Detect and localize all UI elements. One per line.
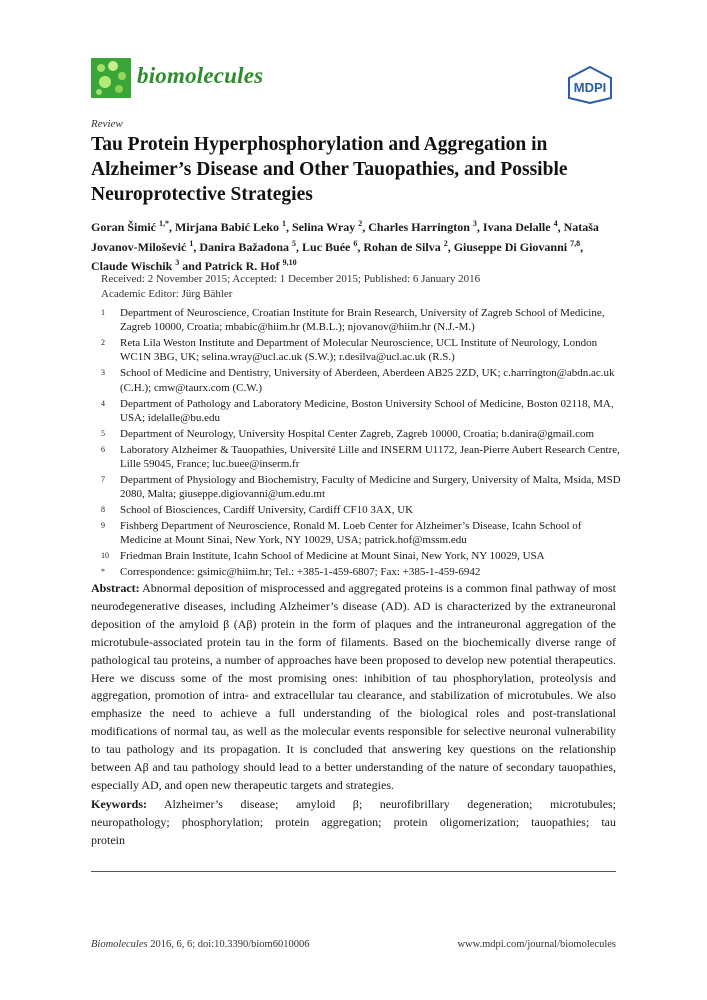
author-affiliation-mark: 7,8 [570, 238, 581, 248]
affiliation-text: Department of Neurology, University Hospital Center Zagreb, Zagreb 10000, Croatia; b.danira@gmail.com [120, 427, 595, 440]
author-list: Goran Šimić $^{1,*}$, Mirjana Babić Leko $^1$, Selina Wray $^2$, Charles Harrington $^3$, Ivana Delalle $^4$, Nataša Jovanov-Milošević $^1$, Danira Bažadona $^5$, Luc Buée $^6$, Rohan de Silva $^2$, Giuseppe Di Giovanni $^{7,8}$, Claude Wischik $^3$ and Patrick R. Hof $^{9,10}$ [91, 219, 599, 273]
affiliation-text: Laboratory Alzheimer & Tauopathies, Université Lille and INSERM U1172, Jean-Pierre Aubert Research Centre, Lille 59045, France; luc.buee@inserm.fr [120, 443, 620, 470]
affiliation-text: School of Biosciences, Cardiff University, Cardiff CF10 3AX, UK [120, 504, 414, 517]
affiliation-item [101, 397, 621, 426]
publisher-name: MDPI [573, 80, 607, 95]
author-name: Rohan de Silva [363, 239, 441, 254]
author-name: Giuseppe Di Giovanni [453, 239, 568, 254]
affiliations [101, 306, 621, 581]
affiliation-text: Fishberg Department of Neuroscience, Ronald M. Loeb Center for Alzheimer’s Disease, Icahn School of Medicine at Mount Sinai, New York, NY 10029, USA; patrick.hof@mssm.edu [120, 519, 582, 547]
citation-details: 2016, 6, 6; doi:10.3390/biom6010006 [147, 939, 310, 950]
affiliation-number: 2 [101, 338, 105, 348]
affiliation-item [101, 503, 621, 517]
affiliation-number: 1 [101, 308, 105, 317]
footer-citation [91, 939, 309, 950]
affiliation-item [101, 565, 621, 579]
author-name: Claude Wischik [91, 259, 173, 273]
author-name: Danira Bažadona [199, 239, 290, 254]
author-affiliation-mark: 1,* [159, 219, 169, 228]
journal-url[interactable]: www.mdpi.com/journal/biomolecules [457, 939, 616, 950]
author-name: Patrick R. Hof [204, 259, 280, 273]
journal-name: biomolecules [137, 63, 264, 88]
affiliation-text: Department of Neuroscience, Croatian Institute for Brain Research, University of Zagreb School of Medicine, Zagreb 10000, Croatia; mbabic@hiim.hr (M.B.L.); njovanov@hiim.hr (N.J.-M.) [120, 307, 605, 334]
affiliation-item [101, 336, 621, 365]
affiliation-item [101, 427, 621, 441]
academic-editor: Academic Editor: Jürg Bähler [101, 288, 233, 300]
paper-title: Tau Protein Hyperphosphorylation and Aggregation in Alzheimer’s Disease and Other Tauopathies, and Possible Neuroprotective Strategies [91, 134, 568, 205]
keywords [91, 796, 616, 850]
affiliation-item [101, 306, 621, 335]
affiliation-text: Reta Lila Weston Institute and Department of Molecular Neuroscience, UCL Institute of Neurology, London WC1N 3BG, UK; selina.wray@ucl.ac.uk (S.W.); r.desilva@ucl.ac.uk (R.S.) [120, 337, 598, 364]
author-name: Goran Šimić [91, 220, 156, 234]
affiliation-number: 5 [101, 428, 105, 438]
author-affiliation-mark: 2 [443, 238, 448, 248]
author-affiliation-mark: 1 [282, 219, 286, 228]
abstract [91, 580, 616, 795]
publication-dates [101, 272, 480, 302]
author-name: Selina Wray [292, 220, 356, 234]
affiliation-item [101, 443, 621, 472]
affiliation-number: 3 [101, 368, 105, 378]
affiliation-number: 4 [101, 398, 105, 408]
keywords-label: Keywords: [91, 797, 147, 811]
author-affiliation-mark: 2 [358, 219, 363, 228]
affiliation-item [101, 473, 621, 502]
divider [91, 871, 616, 872]
affiliation-number: 9 [101, 520, 105, 530]
author-name: Mirjana Babić Leko [175, 220, 279, 234]
affiliation-item [101, 366, 621, 395]
author-affiliation-mark: 4 [553, 219, 558, 228]
keywords-text: Alzheimer’s disease; amyloid β; neurofibrillary degeneration; microtubules; neuropathology; phosphorylation; protein aggregation; protein oligomerization; tauopathies; tau protein [91, 797, 617, 847]
affiliation-text: Department of Pathology and Laboratory Medicine, Boston University School of Medicine, Boston 02118, MA, USA; idelalle@bu.edu [120, 397, 614, 424]
author-affiliation-mark: 6 [353, 238, 358, 248]
author-affiliation-mark: 5 [292, 238, 297, 248]
author-affiliation-mark: 9,10 [282, 258, 297, 267]
affiliation-number: 8 [101, 505, 105, 515]
abstract-text: Abnormal deposition of misprocessed and aggregated proteins is a common final pathway of most neurodegenerative diseases, including Alzheimer’s disease (AD). AD is characterized by the extraneuronal deposition of the amyloid β (Aβ) protein in the form of plaques and the intraneuronal aggregation of the microtubule-associated protein tau in the form of filaments. Based on the biochemically diverse range of pathological tau proteins, a number of approaches have been proposed to develop new potential therapeutics. Here we discuss some of the most promising ones: inhibition of tau phosphorylation, proteolysis and aggregation, promotion of intra- and extracellular tau clearance, and stabilization of microtubules. We also emphasize the need to achieve a full understanding of the biological roles and post-translational modifications of normal tau, as well as the molecular events responsible for selective neuronal vulnerability to tau pathology and its propagation. It is concluded that answering key questions on the relationship between Aβ and tau pathology should lead to a better understanding of the nature of secondary tauopathies, especially AD, and open new therapeutic targets and strategies. [91, 581, 616, 792]
affiliation-number: 7 [101, 474, 105, 484]
green-dots-icon [91, 58, 131, 98]
affiliation-item [101, 519, 621, 548]
abstract-label: Abstract: [91, 581, 140, 595]
affiliation-number: * [101, 566, 105, 576]
affiliation-number: 6 [101, 444, 105, 454]
author-name: Charles Harrington [368, 220, 470, 234]
dates-line: Received: 2 November 2015; Accepted: 1 December 2015; Published: 6 January 2016 [101, 273, 481, 285]
affiliation-item [101, 549, 621, 563]
author-name: Ivana Delalle [482, 220, 551, 234]
affiliation-text: School of Medicine and Dentistry, University of Aberdeen, Aberdeen AB25 2ZD, UK; c.harrington@abdn.ac.uk (C.H.); cmw@taurx.com (C.W.) [120, 367, 615, 394]
affiliation-number: 10 [101, 551, 109, 561]
affiliation-text: Department of Physiology and Biochemistry, Faculty of Medicine and Surgery, University of Malta, Msida, MSD 2080, Malta; giuseppe.digiovanni@um.edu.mt [120, 473, 621, 501]
author-affiliation-mark: 1 [189, 238, 194, 248]
article-type: Review [91, 118, 123, 130]
author-affiliation-mark: 3 [175, 258, 180, 267]
affiliation-text: Friedman Brain Institute, Icahn School of Medicine at Mount Sinai, New York, NY 10029, USA [120, 550, 545, 563]
author-affiliation-mark: 3 [472, 219, 477, 228]
author-name: Nataša Jovanov-Milošević [91, 220, 599, 254]
affiliation-text: Correspondence: gsimic@hiim.hr; Tel.: +385-1-459-6807; Fax: +385-1-459-6942 [120, 565, 481, 578]
citation-journal: Biomolecules [91, 939, 148, 950]
author-name: Luc Buée [302, 239, 351, 254]
mdpi-logo [566, 66, 614, 104]
